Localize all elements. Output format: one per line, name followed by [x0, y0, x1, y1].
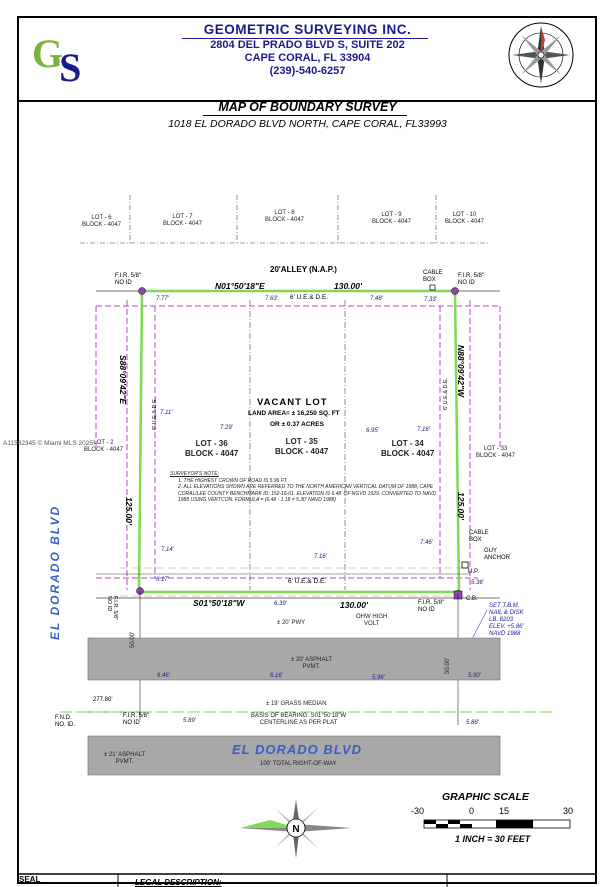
elevation-label: 6.39': [274, 601, 287, 607]
scale-tick: 0: [469, 806, 475, 816]
surveyor-notes: SURVEYOR'S NOTE: 1. THE HIGHEST CROWN OF ROAD IS 5.96 FT. 2. ALL ELEVATIONS SHOWN ARE REFERRED TO THE NORTH AMERICAN VERTICAL DATUM OF 1988, CAPE CORAL/LEE COUNTY BENCHMARK ID: 152-16-01. ELEVATION IS 6.48' OF NGVD 1929. CONVERTED TO NAVD 1988 USING VERTCON. FORMULA = (6.48 - 1.18 = 5.30' NAVD 1988): [170, 471, 437, 503]
lot-35-label: LOT - 35 BLOCK - 4047: [275, 437, 329, 456]
company-logo: GS: [32, 31, 82, 90]
ne-monument-label: F.I.R. 5/8" NO ID: [458, 273, 485, 286]
elevation-label: 6.46': [157, 673, 170, 679]
basis-of-bearing: BASIS OF BEARING: S01°50'18"W CENTERLINE AS PER PLAT: [251, 713, 347, 726]
elevation-label: 7.16': [417, 427, 430, 433]
benchmark-label: SET T.B.M. NAIL & DISK LB. 8203 ELEV. +5.86' NAVD 1988: [489, 603, 524, 637]
road-name: EL DORADO BLVD: [232, 742, 363, 757]
elevation-label: 6.16': [270, 673, 283, 679]
land-area: LAND AREA= ± 16,250 SQ. FT: [248, 410, 340, 417]
se-monument-label: F.I.R. 5/8" NO ID: [418, 600, 445, 613]
west-distance: 125.00': [124, 497, 134, 526]
elevation-label: 5.89': [183, 718, 196, 724]
row-distance-west: 50.00': [130, 631, 136, 648]
lot-6-label: LOT - 6 BLOCK - 4047: [82, 215, 122, 228]
company-address-1: 2804 DEL PRADO BLVD S, SUITE 202: [210, 39, 405, 51]
easement-label-top: 6' U.E.& D.E.: [290, 294, 329, 301]
seal-label: SEAL: [19, 875, 41, 884]
fnd-monument-label: F.N.D. NO. ID.: [55, 715, 76, 728]
elevation-label: 7.16': [314, 554, 327, 560]
alley-label: 20'ALLEY (N.A.P.): [270, 265, 337, 274]
elevation-label: 7.11': [160, 410, 173, 416]
lot-2-label: LOT - 2 BLOCK - 4047: [84, 440, 124, 453]
compass-rose-icon: [509, 23, 573, 87]
elevation-label: 5.90': [468, 673, 481, 679]
elevation-label: 5.88': [466, 720, 479, 726]
lot-8-label: LOT - 8 BLOCK - 4047: [265, 210, 305, 223]
watermark: A11582345 © Miami MLS 2025: [3, 440, 93, 447]
lot-7-label: LOT - 7 BLOCK - 4047: [163, 214, 203, 227]
elevation-label: 6.95': [366, 428, 379, 434]
nw-monument-label: F.I.R. 5/8" NO ID: [115, 273, 142, 286]
vacant-lot-title: VACANT LOT: [257, 397, 328, 408]
graphic-scale-title: GRAPHIC SCALE: [442, 791, 529, 803]
south-distance: 130.00': [340, 600, 369, 610]
east-distance: 125.00': [456, 492, 466, 521]
legal-description-label: LEGAL DESCRIPTION:: [135, 878, 222, 887]
distance-277: 277.80': [93, 697, 113, 703]
fir-bottom-label: F.I.R. 5/8" NO ID: [123, 713, 150, 726]
cable-box-bottom-label: CABLE BOX: [469, 530, 489, 543]
company-address-2: CAPE CORAL, FL 33904: [244, 52, 371, 64]
grass-median-label: ± 19' GRASS MEDIAN: [266, 701, 327, 707]
scale-tick: 30: [563, 806, 574, 816]
lot-10-label: LOT - 10 BLOCK - 4047: [445, 212, 485, 225]
company-phone: (239)-540-6257: [269, 65, 346, 77]
asphalt-north-label: ± 20' ASPHALT PVMT.: [291, 657, 333, 670]
elevation-label: 7.77': [156, 296, 169, 302]
easement-label-west: 6' U.E.& D.E.: [152, 397, 158, 430]
lot-9-label: LOT - 9 BLOCK - 4047: [372, 212, 412, 225]
easement-label-east: 6' U.E.& D.E.: [443, 377, 449, 410]
side-road-name: EL DORADO BLVD: [48, 504, 62, 640]
utility-pole-label: U.P.: [468, 569, 479, 575]
property-address: 1018 EL DORADO BLVD NORTH, CAPE CORAL, FL33993: [168, 118, 447, 130]
elevation-label: 5.96': [372, 675, 385, 681]
cable-box-top-label: CABLE BOX: [423, 270, 443, 283]
svg-text:N: N: [292, 824, 300, 835]
catch-basin-label: C.B.: [466, 596, 478, 602]
guy-anchor-label: GUY ANCHOR: [484, 548, 511, 561]
elevation-label: 7.33': [424, 297, 437, 303]
scale-tick: 15: [499, 806, 510, 816]
lot-33-label: LOT - 33 BLOCK - 4047: [476, 446, 516, 459]
elevation-label: 7.14': [161, 547, 174, 553]
scale-note: 1 INCH = 30 FEET: [455, 834, 531, 844]
asphalt-south-label: ± 21' ASPHALT PVMT.: [104, 752, 146, 765]
row-distance-east: 50.00': [445, 657, 451, 674]
north-distance: 130.00': [334, 281, 363, 291]
south-bearing: S01°50'18"W: [193, 598, 245, 608]
elevation-label: 6.17': [156, 577, 169, 583]
easement-label-bottom: 6' U.E.& D.E.: [288, 578, 327, 585]
elevation-label: 7.46': [420, 540, 433, 546]
scale-tick: -30: [411, 806, 425, 816]
map-title: MAP OF BOUNDARY SURVEY: [218, 100, 397, 114]
elevation-label: 7.63': [265, 296, 278, 302]
land-acres: OR ± 0.37 ACRES: [270, 421, 324, 428]
right-of-way-label: 100' TOTAL RIGHT-OF-WAY: [260, 761, 337, 767]
sw-monument-label: F.I.R. 5/8" NO ID: [106, 596, 118, 620]
lot-34-label: LOT - 34 BLOCK - 4047: [381, 439, 435, 458]
elevation-label: 7.48': [370, 296, 383, 302]
overhead-wire-label: OHW HIGH VOLT: [356, 614, 388, 627]
east-bearing: N88°09'42"W: [456, 345, 466, 397]
elevation-label: 7.29': [220, 425, 233, 431]
lot-36-label: LOT - 36 BLOCK - 4047: [185, 439, 239, 458]
parkway-label: ± 20' PWY: [277, 620, 306, 626]
company-name: GEOMETRIC SURVEYING INC.: [203, 22, 412, 37]
elevation-label: 5.36': [471, 580, 484, 586]
west-bearing: S88°09'42"E: [118, 355, 128, 405]
north-arrow-icon: [240, 800, 352, 858]
graphic-scale-bar: [424, 820, 570, 828]
north-bearing: N01°50'18"E: [215, 281, 265, 291]
